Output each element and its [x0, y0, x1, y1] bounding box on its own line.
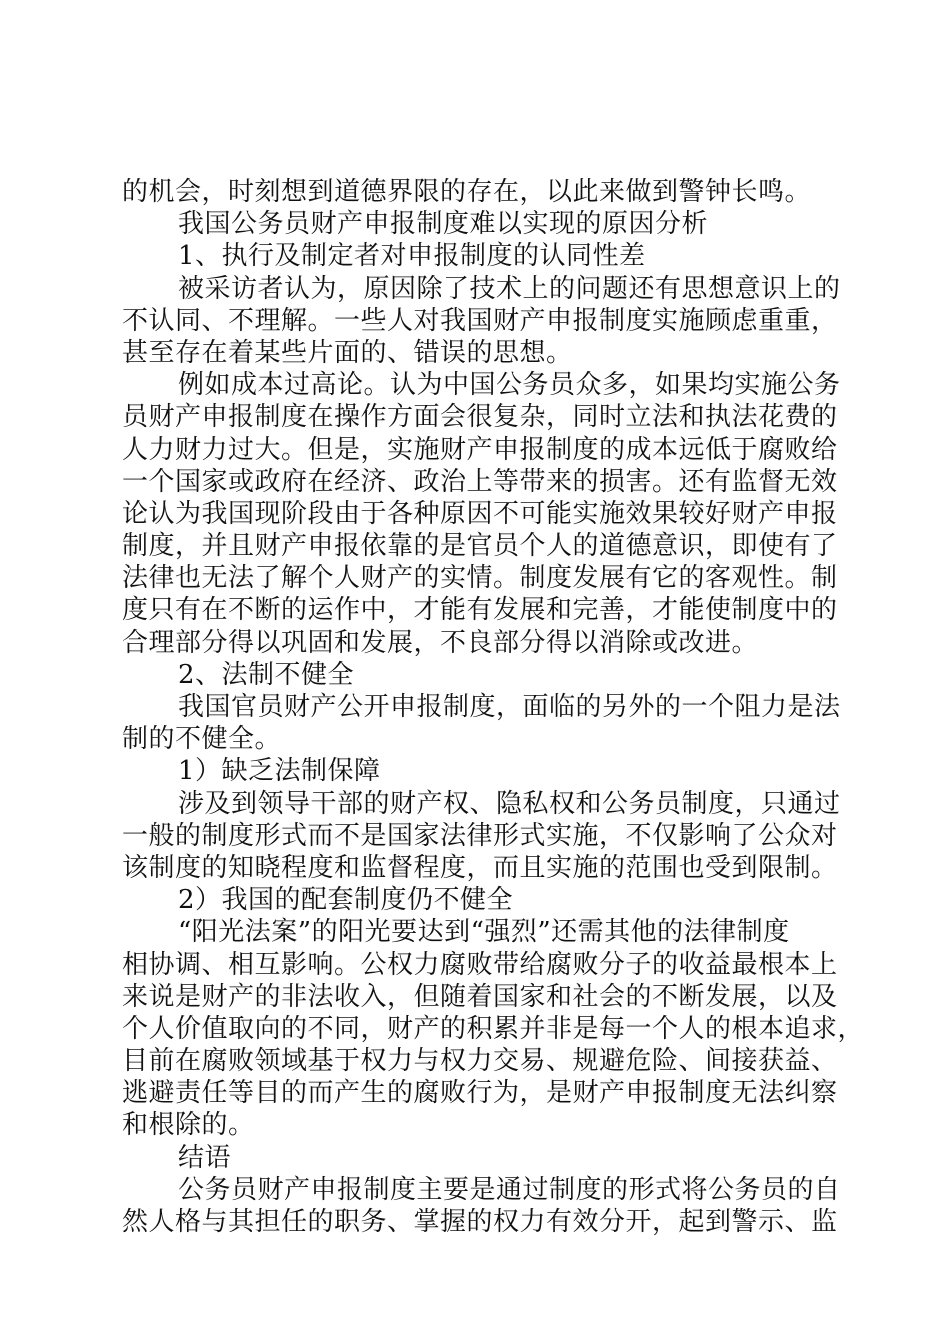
text-line: 一般的制度形式而不是国家法律形式实施，不仅影响了公众对 — [122, 820, 838, 851]
text-line: 制的不健全。 — [122, 724, 282, 755]
text-line: 然人格与其担任的职务、掌握的权力有效分开，起到警示、监 — [122, 1207, 838, 1237]
text-line: 法律也无法了解个人财产的实情。制度发展有它的客观性。制 — [122, 563, 838, 594]
document-body — [122, 176, 865, 1238]
text-line: 论认为我国现阶段由于各种原因不可能实施效果较好财产申报 — [122, 498, 838, 529]
text-line: 1）缺乏法制保障 — [178, 756, 381, 787]
text-line: 涉及到领导干部的财产权、隐私权和公务员制度，只通过 — [178, 788, 841, 819]
text-line: 人力财力过大。但是，实施财产申报制度的成本远低于腐败给 — [122, 434, 838, 465]
text-line: 员财产申报制度在操作方面会很复杂，同时立法和执法花费的 — [122, 402, 838, 433]
text-line: 相协调、相互影响。公权力腐败带给腐败分子的收益最根本上 — [122, 949, 838, 980]
text-line: 逃避责任等目的而产生的腐败行为，是财产申报制度无法纠察 — [122, 1078, 838, 1109]
text-line: 被采访者认为，原因除了技术上的问题还有思想意识上的 — [178, 273, 841, 304]
text-line: 和根除的。 — [122, 1110, 255, 1141]
text-line: 目前在腐败领域基于权力与权力交易、规避危险、间接获益、 — [122, 1046, 838, 1077]
text-line: 甚至存在着某些片面的、错误的思想。 — [122, 337, 573, 368]
text-line: 例如成本过高论。认为中国公务员众多，如果均实施公务 — [178, 370, 841, 401]
text-line: 我国官员财产公开申报制度，面临的另外的一个阻力是法 — [178, 692, 841, 722]
text-line: 2、法制不健全 — [178, 659, 355, 690]
text-line: 个人价值取向的不同，财产的积累并非是每一个人的根本追求， — [122, 1013, 865, 1044]
text-line: 不认同、不理解。一些人对我国财产申报制度实施顾虑重重， — [122, 305, 838, 336]
text-line: 该制度的知晓程度和监督程度，而且实施的范围也受到限制。 — [122, 852, 838, 883]
text-line: 公务员财产申报制度主要是通过制度的形式将公务员的自 — [178, 1174, 841, 1205]
text-line: 合理部分得以巩固和发展，不良部分得以消除或改进。 — [122, 627, 759, 658]
text-line: 制度，并且财产申报依靠的是官员个人的道德意识，即使有了 — [122, 531, 838, 562]
text-line: 2）我国的配套制度仍不健全 — [178, 885, 514, 916]
text-line: 度只有在不断的运作中，才能有发展和完善，才能使制度中的 — [122, 595, 838, 626]
text-line: 的机会，时刻想到道德界限的存在，以此来做到警钟长鸣。 — [122, 177, 812, 207]
text-line: 我国公务员财产申报制度难以实现的原因分析 — [178, 209, 709, 240]
text-line: 一个国家或政府在经济、政治上等带来的损害。还有监督无效 — [122, 466, 838, 497]
text-line: 来说是财产的非法收入，但随着国家和社会的不断发展，以及 — [122, 981, 838, 1012]
text-line: “阳光法案”的阳光要达到“强烈”还需其他的法律制度 — [178, 917, 790, 948]
text-line: 结语 — [178, 1142, 232, 1173]
text-line: 1、执行及制定者对申报制度的认同性差 — [178, 241, 646, 272]
